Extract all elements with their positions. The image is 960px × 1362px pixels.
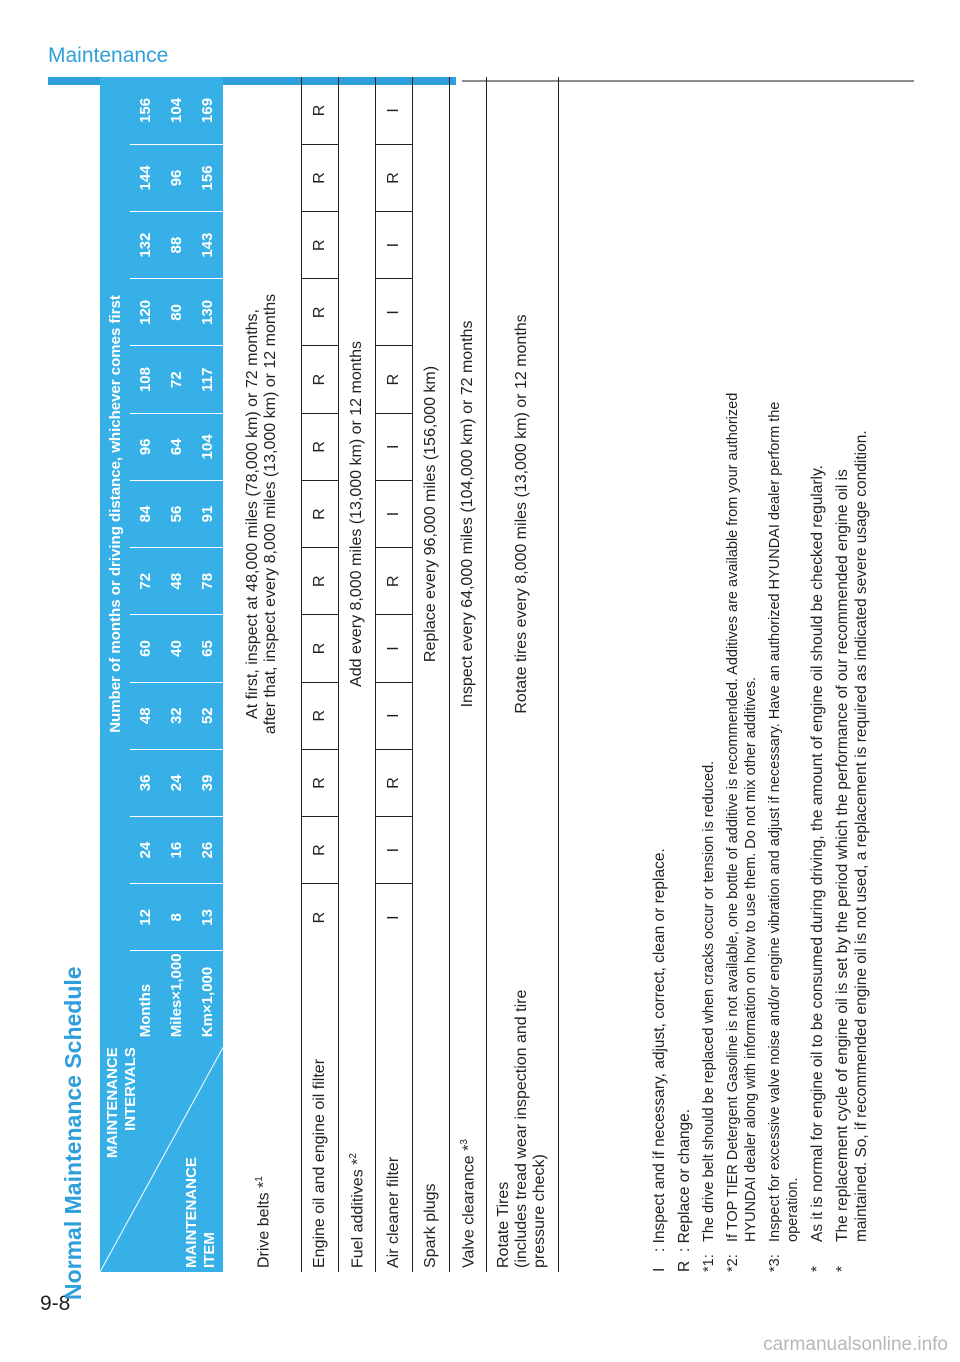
engine-oil-cell: R (301, 682, 338, 749)
table-row (338, 77, 375, 1272)
km-cell: 78 (192, 548, 223, 615)
engine-oil-cell: R (301, 77, 338, 144)
item-spark-plugs: Spark plugs (412, 951, 449, 1272)
air-cleaner-cell: R (375, 144, 412, 211)
miles-cell: 104 (161, 77, 192, 144)
miles-cell: 48 (161, 548, 192, 615)
miles-row-label: Miles×1,000 (161, 951, 192, 1041)
km-cell: 65 (192, 615, 223, 682)
item-fuel-additives: Fuel additives *$^2$ (338, 951, 375, 1272)
months-cell: 96 (130, 413, 161, 480)
fuel-additives-schedule: Add every 8,000 miles (13,000 km) or 12 months (338, 77, 375, 951)
miles-cell: 24 (161, 749, 192, 816)
corner-item-label: MAINTENANCE ITEM (183, 1157, 218, 1268)
engine-oil-cell: R (301, 144, 338, 211)
km-cell: 26 (192, 817, 223, 884)
page-number: 9-8 (40, 1292, 71, 1315)
air-cleaner-cell: I (375, 615, 412, 682)
months-cell: 72 (130, 548, 161, 615)
engine-oil-cell: R (301, 749, 338, 816)
air-cleaner-cell: I (375, 817, 412, 884)
note-oil-check: * As it is normal for engine oil to be consumed during driving, the amount of engine oil should be checked regularly. (809, 465, 826, 1272)
page-title: Normal Maintenance Schedule (60, 966, 86, 1300)
item-valve-clearance: Valve clearance *$^3$ (449, 951, 486, 1272)
table-row (412, 77, 449, 1272)
miles-cell: 96 (161, 144, 192, 211)
note-oil-cycle: * The replacement cycle of engine oil is set by the period which the performance of our recommended engine oil is maintained. So, if recommended engine oil is not used, a replacement is required as indicated severe usage condition. (834, 430, 870, 1272)
air-cleaner-cell: I (375, 279, 412, 346)
drive-belts-schedule: At first, inspect at 48,000 miles (78,000 km) or 72 months, after that, inspect every 8,000 miles (13,000 km) or 12 months (223, 77, 301, 951)
miles-cell: 72 (161, 346, 192, 413)
item-rotate-tires: Rotate Tires (includes tread wear inspection and tire pressure check) (486, 951, 558, 1272)
miles-cell: 88 (161, 212, 192, 279)
table-corner-header (100, 1041, 223, 1272)
engine-oil-cell: R (301, 615, 338, 682)
table-row (449, 77, 486, 1272)
miles-cell: 8 (161, 884, 192, 951)
months-cell: 36 (130, 749, 161, 816)
km-cell: 13 (192, 884, 223, 951)
months-cell: 48 (130, 682, 161, 749)
rotated-schedule (60, 60, 870, 1300)
miles-cell: 56 (161, 480, 192, 547)
air-cleaner-cell: I (375, 682, 412, 749)
months-cell: 24 (130, 817, 161, 884)
engine-oil-cell: R (301, 548, 338, 615)
footnotes (650, 72, 877, 1272)
maintenance-schedule-table (100, 77, 559, 1272)
km-cell: 117 (192, 346, 223, 413)
months-cell: 132 (130, 212, 161, 279)
months-cell: 156 (130, 77, 161, 144)
note-replace: R : Replace or change. (676, 1108, 693, 1272)
months-row-label: Months (130, 951, 161, 1041)
engine-oil-cell: R (301, 279, 338, 346)
air-cleaner-cell: I (375, 884, 412, 951)
air-cleaner-cell: I (375, 413, 412, 480)
engine-oil-cell: R (301, 817, 338, 884)
rotate-tires-schedule: Rotate tires every 8,000 miles (13,000 km) or 12 months (486, 77, 558, 951)
watermark: carmanualsonline.info (763, 1334, 948, 1355)
item-air-cleaner: Air cleaner filter (375, 951, 412, 1272)
table-row (375, 77, 412, 1272)
km-row-label: Km×1,000 (192, 951, 223, 1041)
valve-clearance-schedule: Inspect every 64,000 miles (104,000 km) or 72 months (449, 77, 486, 951)
interval-header: Number of months or driving distance, whichever comes first (100, 77, 130, 951)
km-cell: 156 (192, 144, 223, 211)
months-cell: 144 (130, 144, 161, 211)
air-cleaner-cell: R (375, 346, 412, 413)
km-cell: 39 (192, 749, 223, 816)
km-cell: 130 (192, 279, 223, 346)
km-cell: 52 (192, 682, 223, 749)
section-header: Maintenance (48, 44, 169, 67)
km-cell: 91 (192, 480, 223, 547)
miles-cell: 80 (161, 279, 192, 346)
item-engine-oil: Engine oil and engine oil filter (301, 951, 338, 1272)
air-cleaner-cell: I (375, 77, 412, 144)
engine-oil-cell: R (301, 884, 338, 951)
km-cell: 104 (192, 413, 223, 480)
miles-cell: 64 (161, 413, 192, 480)
table-row (301, 77, 338, 1272)
air-cleaner-cell: I (375, 212, 412, 279)
item-drive-belts: Drive belts *$^1$ (223, 951, 301, 1272)
months-cell: 60 (130, 615, 161, 682)
engine-oil-cell: R (301, 346, 338, 413)
months-cell: 84 (130, 480, 161, 547)
engine-oil-cell: R (301, 212, 338, 279)
note-2: *2: If TOP TIER Detergent Gasoline is not available, one bottle of additive is recommended. Additives are available from your authorized HYUNDAI dealer along with information on how to use them. Do not mix other additives. (725, 392, 759, 1272)
miles-cell: 16 (161, 817, 192, 884)
miles-cell: 32 (161, 682, 192, 749)
note-1: *1: The drive belt should be replaced when cracks occur or tension is reduced. (701, 760, 717, 1272)
miles-cell: 40 (161, 615, 192, 682)
air-cleaner-cell: I (375, 480, 412, 547)
air-cleaner-cell: R (375, 749, 412, 816)
note-inspect: I : Inspect and if necessary, adjust, correct, clean or replace. (651, 848, 668, 1272)
air-cleaner-cell: R (375, 548, 412, 615)
km-cell: 143 (192, 212, 223, 279)
engine-oil-cell: R (301, 480, 338, 547)
engine-oil-cell: R (301, 413, 338, 480)
months-cell: 12 (130, 884, 161, 951)
km-cell: 169 (192, 77, 223, 144)
months-cell: 120 (130, 279, 161, 346)
months-cell: 108 (130, 346, 161, 413)
table-row (486, 77, 558, 1272)
note-3: *3: Inspect for excessive valve noise and/or engine vibration and adjust if necessary. Have an authorized HYUNDAI dealer perform the operation. (767, 401, 801, 1272)
spark-plugs-schedule: Replace every 96,000 miles (156,000 km) (412, 77, 449, 951)
corner-intervals-label: MAINTENANCE INTERVALS (104, 1047, 139, 1159)
table-row (223, 77, 301, 1272)
